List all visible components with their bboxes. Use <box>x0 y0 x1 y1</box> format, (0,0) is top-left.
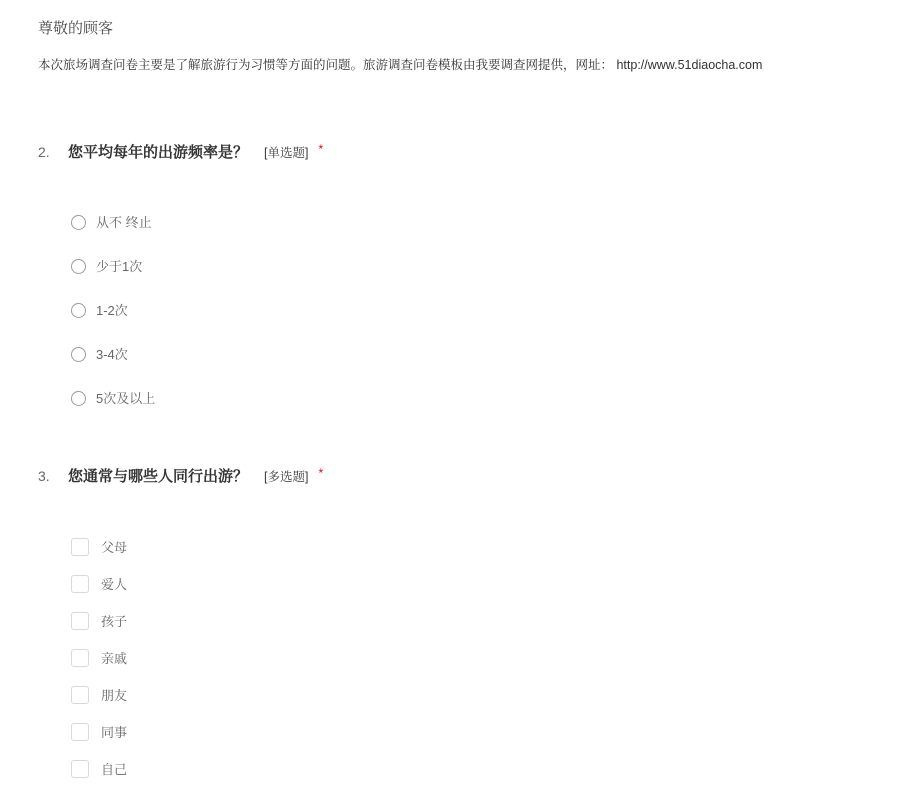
checkbox[interactable] <box>71 649 89 667</box>
checkbox[interactable] <box>71 612 89 630</box>
radio-button[interactable] <box>71 391 86 406</box>
question-type-label: [多选题] <box>264 470 309 484</box>
option-list <box>38 538 862 778</box>
checkbox[interactable] <box>71 760 89 778</box>
survey-description: 本次旅场调查问卷主要是了解旅游行为习惯等方面的问题。旅游调查问卷模板由我要调查网提供，网址： http://www.51diaocha.com <box>38 58 763 72</box>
option-label[interactable]: 朋友 <box>101 687 128 703</box>
radio-option[interactable] <box>71 302 862 319</box>
checkbox-option[interactable] <box>71 649 862 667</box>
checkbox-option[interactable] <box>71 538 862 556</box>
option-label[interactable]: 3-4次 <box>96 347 128 362</box>
option-list <box>38 214 862 407</box>
checkbox-option[interactable] <box>71 575 862 593</box>
checkbox-option[interactable] <box>71 723 862 741</box>
greeting-text: 尊敬的顾客 <box>38 20 114 37</box>
option-label[interactable]: 同事 <box>101 724 128 740</box>
radio-option[interactable] <box>71 214 862 231</box>
question-title: 您通常与哪些人同行出游？ <box>68 468 249 485</box>
option-label[interactable]: 自己 <box>101 761 128 777</box>
required-asterisk: * <box>318 466 324 480</box>
checkbox[interactable] <box>71 723 89 741</box>
radio-option[interactable] <box>71 258 862 275</box>
required-asterisk: * <box>318 142 324 156</box>
radio-option[interactable] <box>71 346 862 363</box>
question-number: 2. <box>38 144 50 160</box>
checkbox[interactable] <box>71 575 89 593</box>
radio-option[interactable] <box>71 390 862 407</box>
option-label[interactable]: 1-2次 <box>96 303 128 318</box>
question-list <box>38 139 862 797</box>
checkbox-option[interactable] <box>71 612 862 630</box>
radio-button[interactable] <box>71 347 86 362</box>
radio-button[interactable] <box>71 303 86 318</box>
option-label[interactable]: 父母 <box>101 539 128 555</box>
option-label[interactable]: 亲戚 <box>101 650 128 666</box>
option-label[interactable]: 5次及以上 <box>96 391 156 406</box>
option-label[interactable]: 爱人 <box>101 576 128 592</box>
question-block <box>38 463 862 797</box>
question-header <box>38 463 862 488</box>
option-label[interactable]: 从不 终止 <box>96 215 152 230</box>
question-title: 您平均每年的出游频率是？ <box>68 144 249 161</box>
question-type-label: [单选题] <box>264 146 309 160</box>
option-label[interactable]: 孩子 <box>101 613 128 629</box>
question-header <box>38 139 862 164</box>
radio-button[interactable] <box>71 215 86 230</box>
checkbox-option[interactable] <box>71 760 862 778</box>
question-number: 3. <box>38 468 50 484</box>
question-block <box>38 139 862 434</box>
checkbox[interactable] <box>71 538 89 556</box>
checkbox[interactable] <box>71 686 89 704</box>
checkbox-option[interactable] <box>71 686 862 704</box>
option-label[interactable]: 少于1次 <box>96 259 143 274</box>
radio-button[interactable] <box>71 259 86 274</box>
